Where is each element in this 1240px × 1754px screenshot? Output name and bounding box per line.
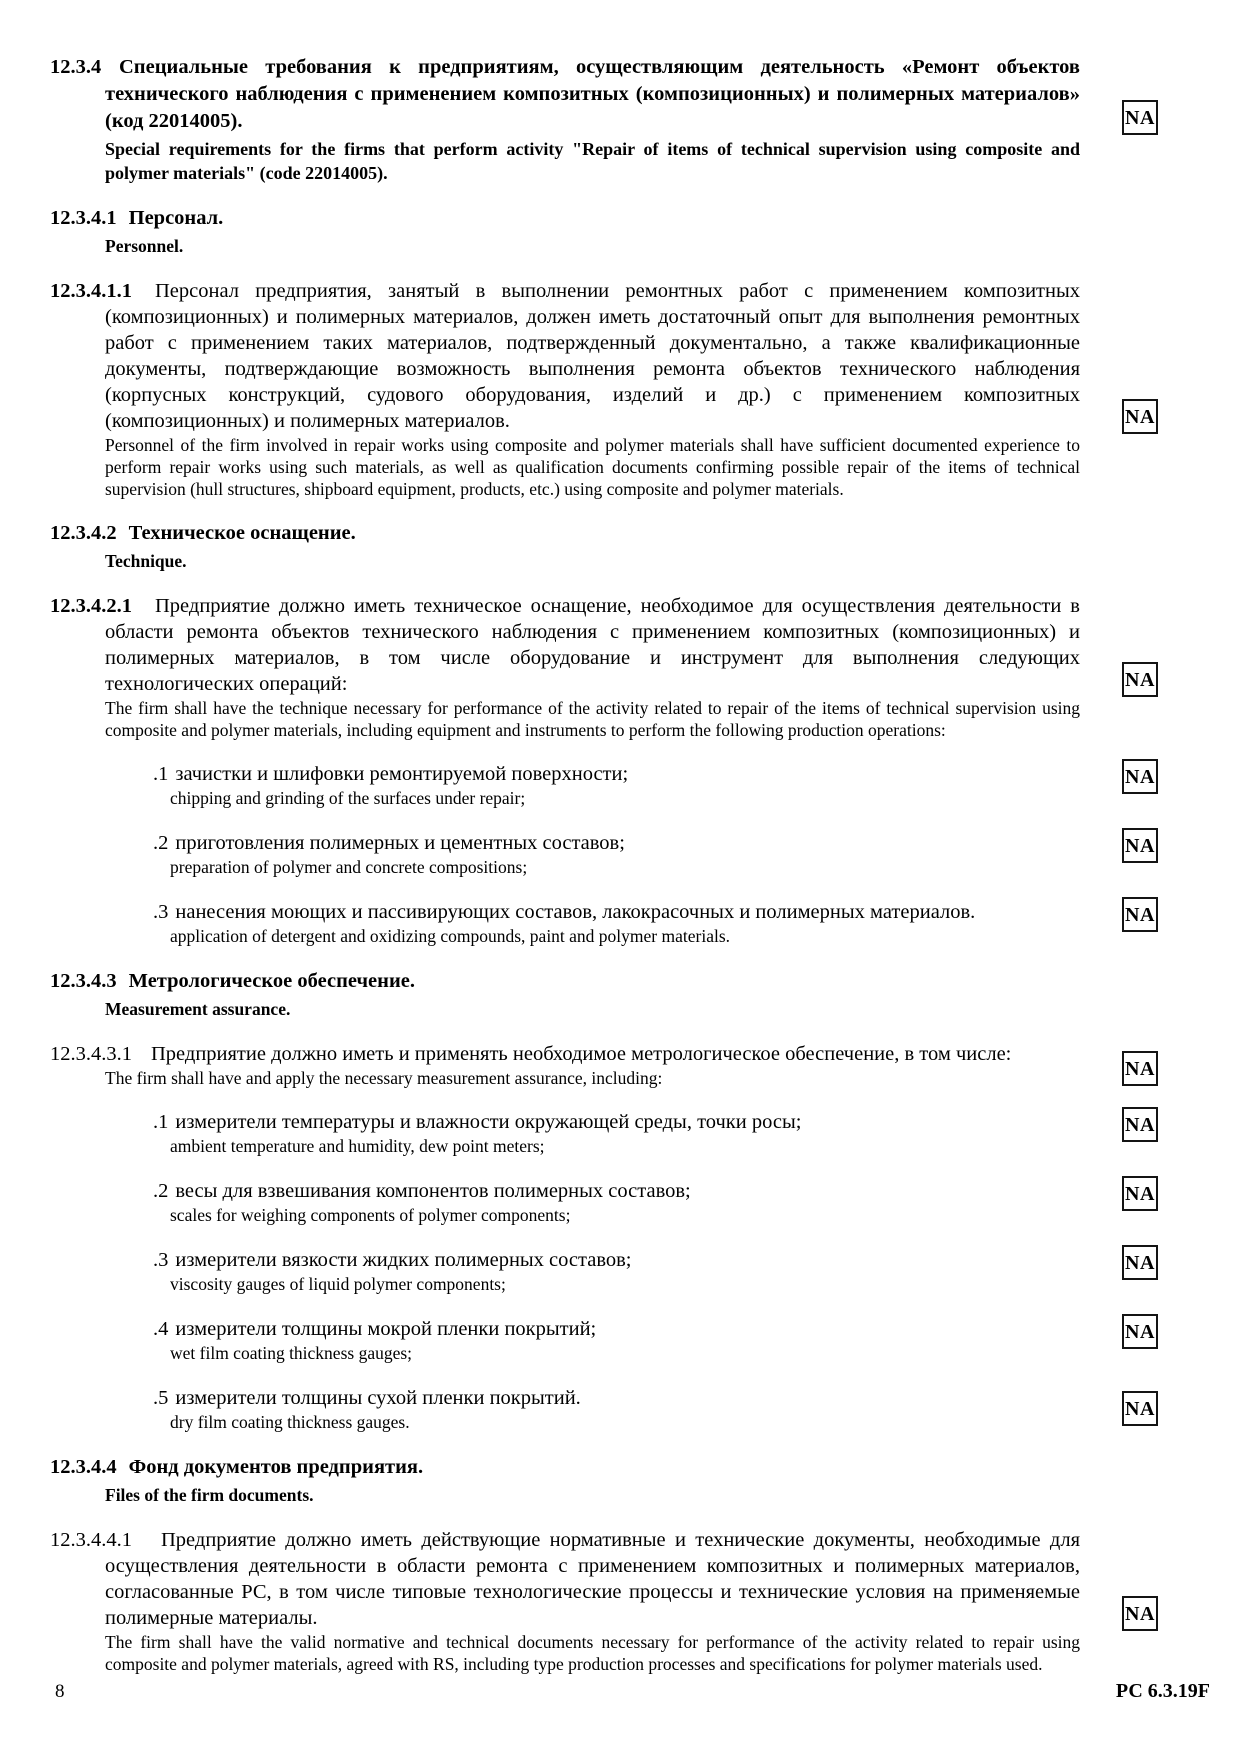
paragraph-12-3-4-3-1 [0, 1041, 1240, 1089]
na-status-box: NA [1122, 1245, 1158, 1280]
list-item-text-ru: измерители вязкости жидких полимерных составов; [175, 1249, 632, 1271]
paragraph-en-wrap [105, 1631, 1080, 1675]
list-item [153, 1247, 1155, 1295]
paragraph-ru-wrap [105, 1527, 1155, 1631]
list-item-text-en: viscosity gauges of liquid polymer components; [170, 1274, 506, 1294]
list-item-marker: .3 [153, 901, 169, 923]
list-item-text-ru: весы для взвешивания компонентов полимерных составов; [175, 1180, 691, 1202]
paragraph-en-wrap [105, 1057, 1155, 1089]
na-status-box: NA [1122, 1107, 1158, 1142]
na-status-box: NA [1122, 759, 1158, 794]
paragraph-en-wrap [105, 434, 1080, 500]
list-item-text-ru: нанесения моющих и пассивирующих составов, лакокрасочных и полимерных материалов. [175, 901, 976, 923]
list-item-marker: .5 [153, 1387, 169, 1409]
paragraph-text-ru: Персонал предприятия, занятый в выполнении ремонтных работ с применением композитных (композиционных) и полимерных материалов, должен иметь достаточный опыт для выполнения ремонтных работ с применением таких материалов, подтвержденный документально, а также квалификационные документы, подтверждающие возможность выполнения ремонта объектов технического наблюдения (корпусных конструкций, судового оборудования, изделий и др.) с применением композитных (композиционных) и полимерных материалов. [105, 280, 1080, 432]
list-item-text-en: chipping and grinding of the surfaces under repair; [170, 788, 526, 808]
list-item-text-en: application of detergent and oxidizing compounds, paint and polymer materials. [170, 926, 731, 946]
na-status-box: NA [1122, 828, 1158, 863]
section-heading-12-3-4-1 [0, 205, 1240, 258]
paragraph-text-en: The firm shall have and apply the necessary measurement assurance, including: [105, 1068, 663, 1088]
paragraph-number: 12.3.4.1.1 [50, 280, 132, 302]
na-status-box: NA [1122, 100, 1158, 135]
list-item [153, 1178, 1155, 1226]
list-item-text-ru: измерители толщины сухой пленки покрытий. [175, 1387, 581, 1409]
section-number: 12.3.4.1 [50, 207, 117, 229]
section-heading-12-3-4-2 [0, 520, 1240, 573]
list-item-text-en: scales for weighing components of polymer components; [170, 1205, 571, 1225]
list-item-marker: .2 [153, 832, 169, 854]
list-item-text-ru: измерители толщины мокрой пленки покрытий; [175, 1318, 597, 1340]
section-heading-12-3-4-4 [0, 1454, 1240, 1507]
heading-ru-wrap [105, 54, 1155, 135]
list-item-text-en: preparation of polymer and concrete compositions; [170, 857, 528, 877]
list-item-text-ru: зачистки и шлифовки ремонтируемой поверхности; [175, 763, 629, 785]
list-item-ru [153, 1316, 1080, 1342]
section-title-ru: Фонд документов предприятия. [128, 1456, 424, 1478]
paragraph-text-ru: Предприятие должно иметь техническое оснащение, необходимое для осуществления деятельности в области ремонта объектов технического наблюдения с применением композитных (композиционных) и полимерных материалов, в том числе оборудование и инструмент для выполнения следующих технологических операций: [105, 595, 1080, 695]
list-item-text-en: wet film coating thickness gauges; [170, 1343, 413, 1363]
paragraph-text-ru: Предприятие должно иметь действующие нормативные и технические документы, необходимые для осуществления деятельности в области ремонта с применением композитных и полимерных материалов, согласованные РС, в том числе типовые технологические процессы и технические условия на применяемые полимерные материалы. [105, 1529, 1080, 1629]
section-heading-12-3-4-3 [0, 968, 1240, 1021]
paragraph-ru-wrap [105, 1041, 1080, 1067]
section-number: 12.3.4.2 [50, 522, 117, 544]
section-title-row [50, 205, 1240, 232]
list-item-text-ru: измерители температуры и влажности окружающей среды, точки росы; [175, 1111, 802, 1133]
list-item-ru [153, 1385, 1080, 1411]
paragraph-text-en: The firm shall have the technique necessary for performance of the activity related to repair of the items of technical supervision using composite and polymer materials, including equipment and instruments to perform the following production operations: [105, 698, 1080, 740]
paragraph-text-ru: Предприятие должно иметь и применять необходимое метрологическое обеспечение, в том числе: [151, 1043, 1012, 1065]
list-item-ru [153, 830, 1080, 856]
list-item-marker: .1 [153, 1111, 169, 1133]
list-item [153, 899, 1155, 947]
na-status-box: NA [1122, 897, 1158, 932]
paragraph-12-3-4-4-1 [0, 1527, 1240, 1675]
section-title-en: Technique. [105, 551, 187, 571]
list-item [153, 761, 1155, 809]
section-title-ru: Техническое оснащение. [128, 522, 356, 544]
page-number: 8 [55, 1681, 65, 1702]
heading-title-en: Special requirements for the firms that perform activity "Repair of items of technical supervision using composite and polymer materials" (code 22014005). [105, 139, 1080, 183]
list-item-marker: .1 [153, 763, 169, 785]
paragraph-12-3-4-2-1 [0, 593, 1240, 741]
list-item-marker: .2 [153, 1180, 169, 1202]
list-item-text-ru: приготовления полимерных и цементных составов; [175, 832, 625, 854]
paragraph-ru-wrap [105, 593, 1155, 697]
na-status-box: NA [1122, 1391, 1158, 1426]
list-item-marker: .3 [153, 1249, 169, 1271]
na-status-box: NA [1122, 1314, 1158, 1349]
section-title-row [50, 968, 1240, 995]
list-item [153, 1316, 1155, 1364]
section-title-row [50, 520, 1240, 547]
section-title-en: Personnel. [105, 236, 184, 256]
list-item-marker: .4 [153, 1318, 169, 1340]
list-item-ru [153, 899, 1080, 925]
section-title-ru: Персонал. [128, 207, 224, 229]
na-status-box: NA [1122, 1596, 1158, 1631]
paragraph-ru-wrap [105, 278, 1155, 434]
page-footer [55, 1680, 1210, 1703]
list-item-ru [153, 1178, 1080, 1204]
paragraph-en-wrap [105, 697, 1080, 741]
list-item-ru [153, 761, 1080, 787]
list-item [153, 830, 1155, 878]
paragraph-12-3-4-1-1 [0, 278, 1240, 500]
list-item-text-en: ambient temperature and humidity, dew point meters; [170, 1136, 545, 1156]
na-status-box: NA [1122, 399, 1158, 434]
section-number: 12.3.4.4 [50, 1456, 117, 1478]
section-title-en: Files of the firm documents. [105, 1485, 314, 1505]
paragraph-number: 12.3.4.2.1 [50, 595, 132, 617]
na-status-box: NA [1122, 1051, 1158, 1086]
list-item-text-en: dry film coating thickness gauges. [170, 1412, 410, 1432]
list-item-ru [153, 1109, 1080, 1135]
list-item [153, 1109, 1155, 1157]
section-number: 12.3.4.3 [50, 970, 117, 992]
section-heading-12-3-4 [0, 54, 1240, 185]
list-item-ru [153, 1247, 1080, 1273]
list-item [153, 1385, 1155, 1433]
document-content [0, 54, 1240, 1695]
section-title-row [50, 1454, 1240, 1481]
section-number: 12.3.4 [50, 56, 102, 78]
paragraph-text-en: The firm shall have the valid normative and technical documents necessary for performance of the activity related to repair using composite and polymer materials, agreed with RS, including type production processes and specifications for polymer materials used. [105, 1632, 1080, 1674]
na-status-box: NA [1122, 1176, 1158, 1211]
heading-en-wrap [105, 137, 1080, 185]
na-status-box: NA [1122, 662, 1158, 697]
document-code: РС 6.3.19F [1115, 1680, 1210, 1702]
section-title-ru: Метрологическое обеспечение. [128, 970, 415, 992]
paragraph-number: 12.3.4.3.1 [50, 1043, 132, 1065]
paragraph-text-en: Personnel of the firm involved in repair works using composite and polymer materials shall have sufficient documented experience to perform repair works using such materials, as well as qualification documents confirming possible repair of the items of technical supervision (hull structures, shipboard equipment, products, etc.) using composite and polymer materials. [105, 435, 1080, 499]
paragraph-number: 12.3.4.4.1 [50, 1529, 132, 1551]
heading-title-ru: Специальные требования к предприятиям, осуществляющим деятельность «Ремонт объектов технического наблюдения с применением композитных (композиционных) и полимерных материалов» (код 22014005). [105, 56, 1080, 132]
section-title-en: Measurement assurance. [105, 999, 291, 1019]
